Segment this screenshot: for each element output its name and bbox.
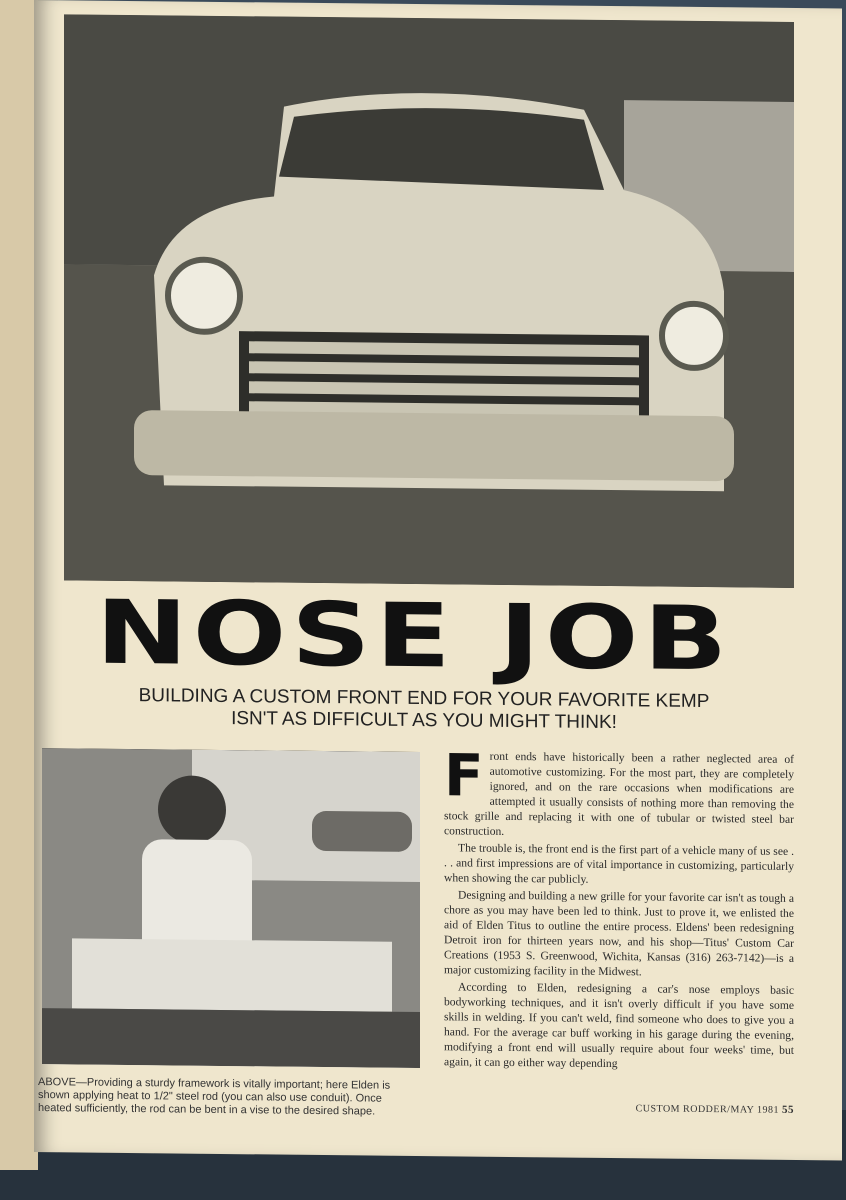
drop-cap: F [444,741,484,810]
subheadline [54,684,794,736]
subhead-line-2: ISN'T AS DIFFICULT AS YOU MIGHT THINK! [231,708,617,734]
article-paragraph: According to Elden, redesigning a car's nose employs basic bodyworking techniques, and it isn't overly difficult if you have some skills in welding. If you can't weld, find someone who does to give you a hand. For the average car buff working in his garage during the evening, modifying a front end will usually require about four weeks' time, but again, it can go either way depending [444,980,794,1071]
photo-caption: ABOVE—Providing a sturdy framework is vitally important; here Elden is shown applying heat to 1/2" steel rod (you can also use conduit). Once heated sufficiently, the rod can be bent in a vise to the desired shape. [38,1076,391,1118]
page-footer [634,1102,794,1116]
headline: NOSE JOB [95,580,733,691]
article-paragraph: Front ends have historically been a rather neglected area of automotive customizing. For the most part, they are completely ignored, and on the rare occasions when modifications are attempted it usually consists of nothing more than removing the stock grille and replacing it with one of tubular or twisted steel bar construction. [444,741,794,838]
photo-elden-welding [42,748,420,1068]
magazine-page [34,0,842,1160]
workshop-illustration [42,748,420,1068]
page-number: 55 [782,1103,794,1116]
article-paragraph: Designing and building a new grille for your favorite car isn't as tough a chore as you may have been led to think. Just to prove it, we enlisted the aid of Elden Titus to outline the entire process. Eldens' been redesigning Detroit iron for thirteen years now, and his shop—Titus' Custom Car Creations (1953 S. Greenwood, Wichita, Kansas (316) 263-7142)—is a major customizing facility in the Midwest. [444,888,794,979]
facing-page-edge [0,0,38,1170]
photo-custom-car-front [64,14,794,588]
car-front-illustration [64,14,794,588]
article-paragraph: The trouble is, the front end is the first part of a vehicle many of us see . . . and first impressions are of vital importance in customizing, particularly when showing the car publicly. [444,841,794,886]
article-body [444,741,794,1075]
subhead-line-1: BUILDING A CUSTOM FRONT END FOR YOUR FAVORITE KEMP [138,685,710,713]
publication-info: CUSTOM RODDER/MAY 1981 [635,1103,779,1116]
